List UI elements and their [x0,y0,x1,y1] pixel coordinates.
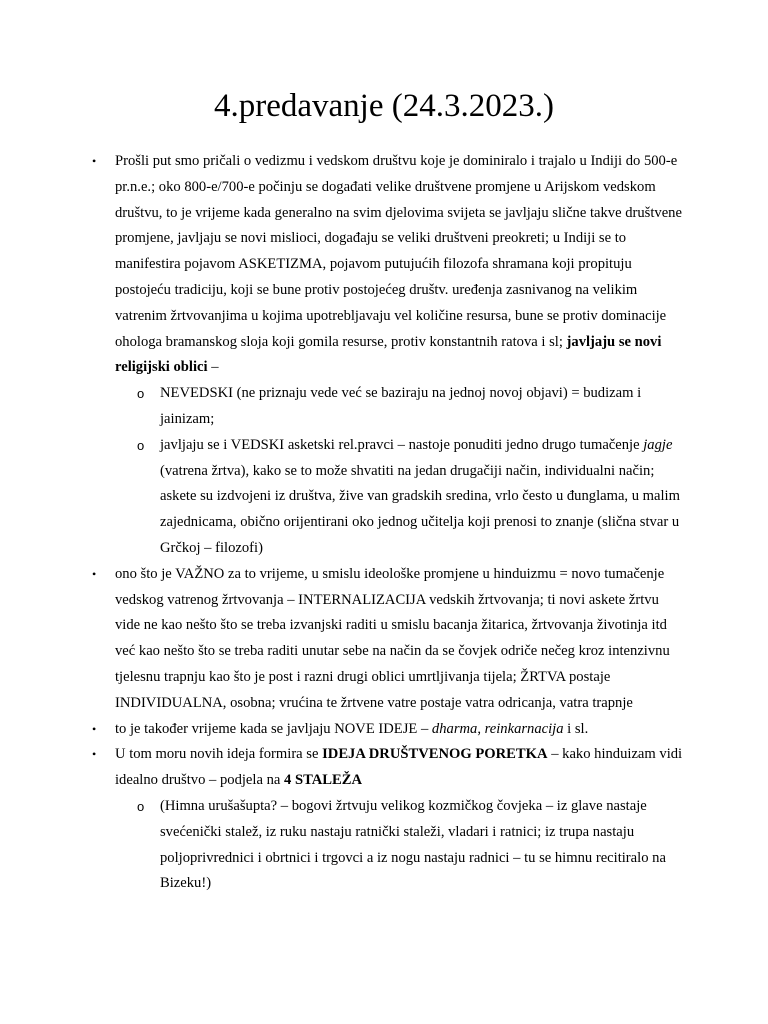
bullet-icon: • [92,154,97,168]
sub-list-item [137,794,680,897]
page-title: 4.predavanje (24.3.2023.) [214,88,554,124]
item-separator: , [477,720,485,737]
list-item [92,562,685,717]
sub-item-text: NEVEDSKI (ne priznaju vede već se baziraju na jednoj novoj objavi) = budizam i jainizam; [160,385,642,427]
bullet-icon: • [92,747,97,762]
lecture-notes [0,149,768,897]
item-text: to je također vrijeme kada se javljaju NOVE IDEJE – [115,720,432,737]
item-text: U tom moru novih ideja formira se [115,746,323,763]
sub-item-text: javljaju se i VEDSKI asketski rel.pravci – nastoje ponuditi jedno drugo tumačenje [160,436,644,453]
sub-list-item [137,433,680,562]
circle-bullet-icon: o [137,798,145,814]
item-text: Prošli put smo pričali o vedizmu i vedskom društvu koje je dominiralo i trajalo u Indiji do 500-e pr.n.e.; oko 800-e/700-e počinju se događati velike društvene promjene u Arijskom vedskom društvu, to je vrijeme kada generalno na svim djelovima svijeta se javljaju slične takve društvene promjene, javljaju se novi mislioci, događaju se veliki društveni preokreti; u Indiji se to manifestira pojavom ASKETIZMA, pojavom putujućih filozofa shramana koji propituju postojeću tradiciju, koji se bune protiv postojećeg društv. uređenja zasnivanog na velikim vatrenim žrtvovanjima u kojima upotrebljavaju vel količine resursa, bune se protiv dominacije ohologa bramanskog sloja koji gomila resurse, protiv konstantnih ratova i sl; [115,153,682,350]
item-bold-poredak: IDEJA DRUŠTVENOG PORETKA [322,746,548,763]
item-italic-dharma: dharma [431,720,478,737]
list-item [92,742,685,794]
list-item [92,149,685,381]
sub-list [115,794,685,897]
sub-list-item [137,381,680,433]
circle-bullet-icon: o [137,386,145,402]
item-text-end: – [207,359,219,376]
sub-item-text: (Himna urušašupta? – bogovi žrtvuju velikog kozmičkog čovjeka – iz glave nastaje svećenički stalež, iz ruku nastaju ratnički staleži, vladari i ratnici; iz trupa nastaju poljoprivrednici i obrtnici i trgovci a iz nogu nastaju radnici – tu se himnu recitiralo na Bizeku!) [160,797,666,892]
item-text: ono što je VAŽNO za to vrijeme, u smislu ideološke promjene u hinduizmu = novo tumačenje vedskog vatrenog žrtvovanja – INTERNALIZACIJA vedskih žrtvovanja; ti novi askete žrtvu vide ne kao nešto što se treba izvanjski raditi u smislu bacanja žitarica, žrtvovanja životinja itd već kao nešto što se treba raditi unutar sebe na način da se čovjek odriče nečeg kroz intenzivnu tjelesnu trapnju kao što je post i razni drugi oblici umrtljivanja tijela; ŽRTVA postaje INDIVIDUALNA, osobna; vrućina te žrtvene vatre postaje vatra odricanja, vatra trapnje [115,565,670,711]
item-italic-reinkarnacija: reinkarnacija [484,720,564,737]
sub-list [115,381,685,562]
sub-item-text-end: (vatrena žrtva), kako se to može shvatiti na jedan drugačiji način, individualni način; askete su izdvojeni iz društva, žive van gradskih sredina, vrlo često u đunglama, u malim zajednicama, obično orijentirani oko jednog učitelja koji prenosi to znanje (slična stvar u Grčkoj – filozofi) [160,462,680,556]
circle-bullet-icon: o [137,437,145,453]
bullet-icon: • [92,721,97,736]
item-text-end: i sl. [563,720,589,737]
item-bold-staleza: 4 STALEŽA [284,772,363,789]
bullet-icon: • [92,566,97,581]
sub-item-italic: jagje [643,436,673,453]
item-text-mid: – kako hinduizam vidi idealno društvo – podjela na [115,746,683,789]
list-item [92,717,685,743]
item-bold-text: javljaju se novi religijski oblici [115,333,662,376]
